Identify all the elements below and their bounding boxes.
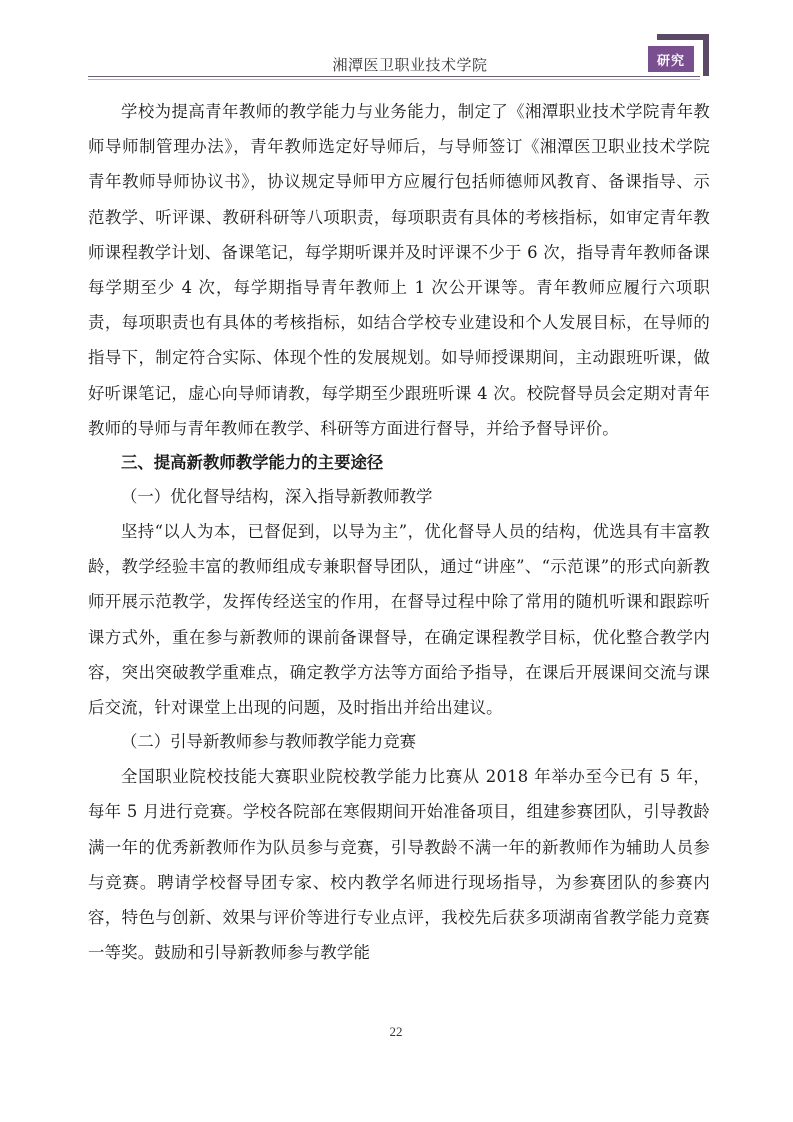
paragraph-mentor-system: 学校为提高青年教师的教学能力与业务能力，制定了《湘潭职业技术学院青年教师导师制管理办法》，青年教师选定好导师后，与导师签订《湘潭医卫职业技术学院青年教师导师协议书》，协议规定导师甲方应履行包括师德师风教育、备课指导、示范教学、听评课、教研科研等八项职责，每项职责有具体的考核指标，如审定青年教师课程教学计划、备课笔记，每学期听课并及时评课不少于 6 次，指导青年教师备课每学期至少 4 次，每学期指导青年教师上 1 次公开课等。青年教师应履行六项职责，每项职责也有具体的考核指标，如结合学校专业建设和个人发展目标，在导师的指导下，制定符合实际、体现个性的发展规划。如导师授课期间，主动跟班听课，做好听课笔记，虚心向导师请教，每学期至少跟班听课 4 次。校院督导员会定期对青年教师的导师与青年教师在教学、科研等方面进行督导，并给予督导评价。: [88, 102, 710, 438]
page-number: 22: [389, 1024, 403, 1039]
subsection-heading-1: （一）优化督导结构，深入指导新教师教学: [121, 487, 433, 507]
header-rule: [88, 76, 700, 77]
badge-frame-top: [657, 34, 709, 40]
paragraph-competition: 全国职业院校技能大赛职业院校教学能力比赛从 2018 年举办至今已有 5 年，每年 5 月进行竞赛。学校各院部在寒假期间开始准备项目，组建参赛团队，引导教龄满一年的优秀新教师作为队员参与竞赛，引导教龄不满一年的新教师作为辅助人员参与竞赛。聘请学校督导团专家、校内教学名师进行现场指导，为参赛团队的参赛内容，特色与创新、效果与评价等进行专业点评，我校先后获多项湖南省教学能力竞赛一等奖。鼓励和引导新教师参与教学能: [88, 767, 710, 963]
badge-frame-right: [703, 34, 709, 76]
page-header: [0, 0, 793, 90]
subsection-heading-2: （二）引导新教师参与教师教学能力竞赛: [121, 732, 417, 752]
section-heading: 三、提高新教师教学能力的主要途径: [121, 453, 384, 473]
header-rule-thin: [88, 79, 700, 80]
section-badge: 研究: [648, 46, 694, 72]
paragraph-supervision: 坚持“以人为本，已督促到，以导为主”，优化督导人员的结构，优选具有丰富教龄，教学经验丰富的教师组成专兼职督导团队，通过“讲座”、“示范课”的形式向新教师开展示范教学，发挥传经送宝的作用，在督导过程中除了常用的随机听课和跟踪听课方式外，重在参与新教师的课前备课督导，在确定课程教学目标，优化整合教学内容，突出突破教学重难点，确定教学方法等方面给予指导，在课后开展课间交流与课后交流，针对课堂上出现的问题，及时指出并给出建议。: [88, 522, 710, 718]
page-body: [88, 94, 710, 970]
header-title: 湘潭医卫职业技术学院: [332, 56, 488, 74]
